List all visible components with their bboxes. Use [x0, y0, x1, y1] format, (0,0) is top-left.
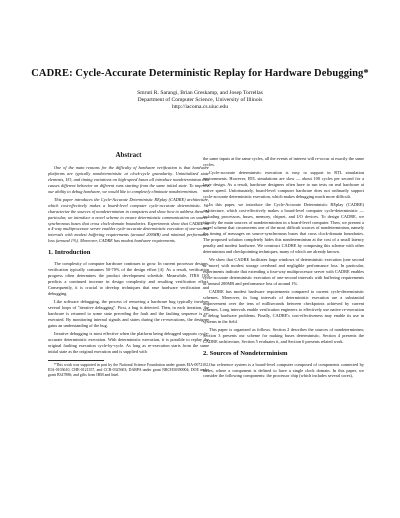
right-paragraph-5: CADRE has modest hardware requirements compared to current cycle-deterministic schemes. Moreover, its long intervals of deterministic execution are a substantial improvement over the tens of milliseconds between checkpoints achieved by current schemes. Long intervals enable verification engineers to effectively use native re-execution to debug hardware problems. Finally, CADRE's cost-effectiveness may enable its use in systems in the field. [203, 289, 364, 324]
author-names: Smruti R. Sarangi, Brian Greskamp, and Josep Torrellas [137, 90, 263, 96]
author-affiliation: Department of Computer Science, University of Illinois [137, 97, 263, 104]
footnote-divider [48, 360, 104, 361]
intro-paragraph-3: Iterative debugging is most effective when the platform being debugged supports cycle-accurate deterministic execution. With deterministic execution, it is possible to replay the original faulting execution cycle-by-cycle. As long as re-execution starts from the same initial state as the original execution and is supplied with [48, 330, 209, 354]
section-2-paragraph-1: Our reference system is a board-level computer composed of components connected by buses, where a component is defined to have a single clock domain. In this paper, we consider the following components: the processor chip (which includes several cores), [203, 361, 364, 379]
right-paragraph-6: This paper is organized as follows. Section 2 describes the sources of nondeterminism; Section 3 presents our scheme for making buses deterministic, Section 4 presents the CADRE architecture, Section 5 evaluates it, and Section 6 presents related work. [203, 326, 364, 344]
paper-title: CADRE: Cycle-Accurate Deterministic Replay for Hardware Debugging* [31, 68, 369, 79]
right-paragraph-3: In this paper, we introduce the Cycle-Accurate Deterministic REplay (CADRE) architecture, which cost-effectively makes a board-level computer cycle-deterministic — including processors, buses, memory, chipset, and I/O devices. To design CADRE, we identify the main sources of nondeterminism in a board-level computer. Then, we present a novel scheme that circumvents one of the most difficult sources of nondeterminism, namely the timing of messages on source-synchronous buses that cross clock-domain boundaries. The proposed solution completely hides this nondeterminism at the cost of a small latency penalty and modest hardware. We construct CADRE by composing this scheme with other determinism and checkpointing techniques, many of which are already known. [203, 201, 364, 255]
author-block [0, 90, 400, 112]
author-url: http://iacoma.cs.uiuc.edu [171, 104, 229, 111]
footnote: *This work was supported in part by the National Science Foundation under grants EIA-0072102, EIA-0103610, CHE-0121357, and CCR-0325603; DARPA under grant NBCH30390004; DOE under grant B347886; and gifts from IBM and Intel. [48, 362, 209, 377]
right-paragraph-4: We show that CADRE facilitates large windows of deterministic execution (one second or more) with modest storage overhead and negligible performance loss. In particular, experiments indicate that extending a four-way multiprocessor server with CADRE enables cycle-accurate deterministic execution of one-second intervals with buffering requirements of around 200MB and performance loss of around 1%. [203, 257, 364, 287]
abstract-heading: Abstract [115, 151, 142, 159]
right-paragraph-2: Cycle-accurate deterministic execution is easy to support in RTL simulation environments. However, RTL simulations are slow — about 100 cycles per second for a large design. As a result, hardware designers often have to run tests on real hardware at native speed. Unfortunately, board-level computer hardware does not ordinarily support cycle-accurate deterministic execution, which makes debugging much more difficult. [203, 169, 364, 199]
introduction-heading: 1. Introduction [48, 249, 91, 257]
intro-paragraph-1: The complexity of computer hardware continues to grow. In current processor designs, verification typically consumes 50-70% of the design effort [4]. As a result, verification progress often determines the product development schedule. Meanwhile, ITRS [10] predicts a continued increase in design complexity and resulting verification effort. Consequently, it is crucial to develop techniques that ease hardware verification and debugging. [48, 261, 209, 297]
abstract-paragraph-2: This paper introduces the Cycle-Accurate Deterministic REplay (CADRE) architecture, which cost-effectively makes a board-level computer cycle-accurate deterministic. We characterize the sources of nondeterminism in computers and show how to address them. In particular, we introduce a novel scheme to ensure deterministic communication on source-synchronous buses that cross clock-domain boundaries. Experiments show that CADRE on a 4-way multiprocessor server enables cycle-accurate deterministic execution of one-second intervals with modest buffering requirements (around 200MB) and minimal performance loss (around 1%). Moreover, CADRE has modest hardware requirements. [48, 196, 209, 244]
right-column [203, 156, 364, 381]
section-2-heading: 2. Sources of Nondeterminism [203, 349, 288, 357]
right-paragraph-1: the same inputs at the same cycles, all the events of interest will re-occur at exactly the same cycles. [203, 156, 364, 167]
left-column [48, 153, 209, 378]
intro-paragraph-2: Like software debugging, the process of removing a hardware bug typically involves several loops of "iterative debugging". First, a bug is detected. Then, in each iteration, the hardware is returned to some state preceding the fault and the faulting sequence is re-executed. By monitoring internal signals and states during the re-executions, the designer gains an understanding of the bug. [48, 299, 209, 328]
abstract-paragraph-1: One of the main reasons for the difficulty of hardware verification is that hardware platforms are typically nondeterministic at clock-cycle granularity. Uninitialized state elements, I/O, and timing variations on high-speed buses all introduce nondeterminism that causes different behavior on different runs starting from the same initial state. To improve our ability to debug hardware, we would like to completely eliminate nondeterminism. [48, 164, 209, 194]
